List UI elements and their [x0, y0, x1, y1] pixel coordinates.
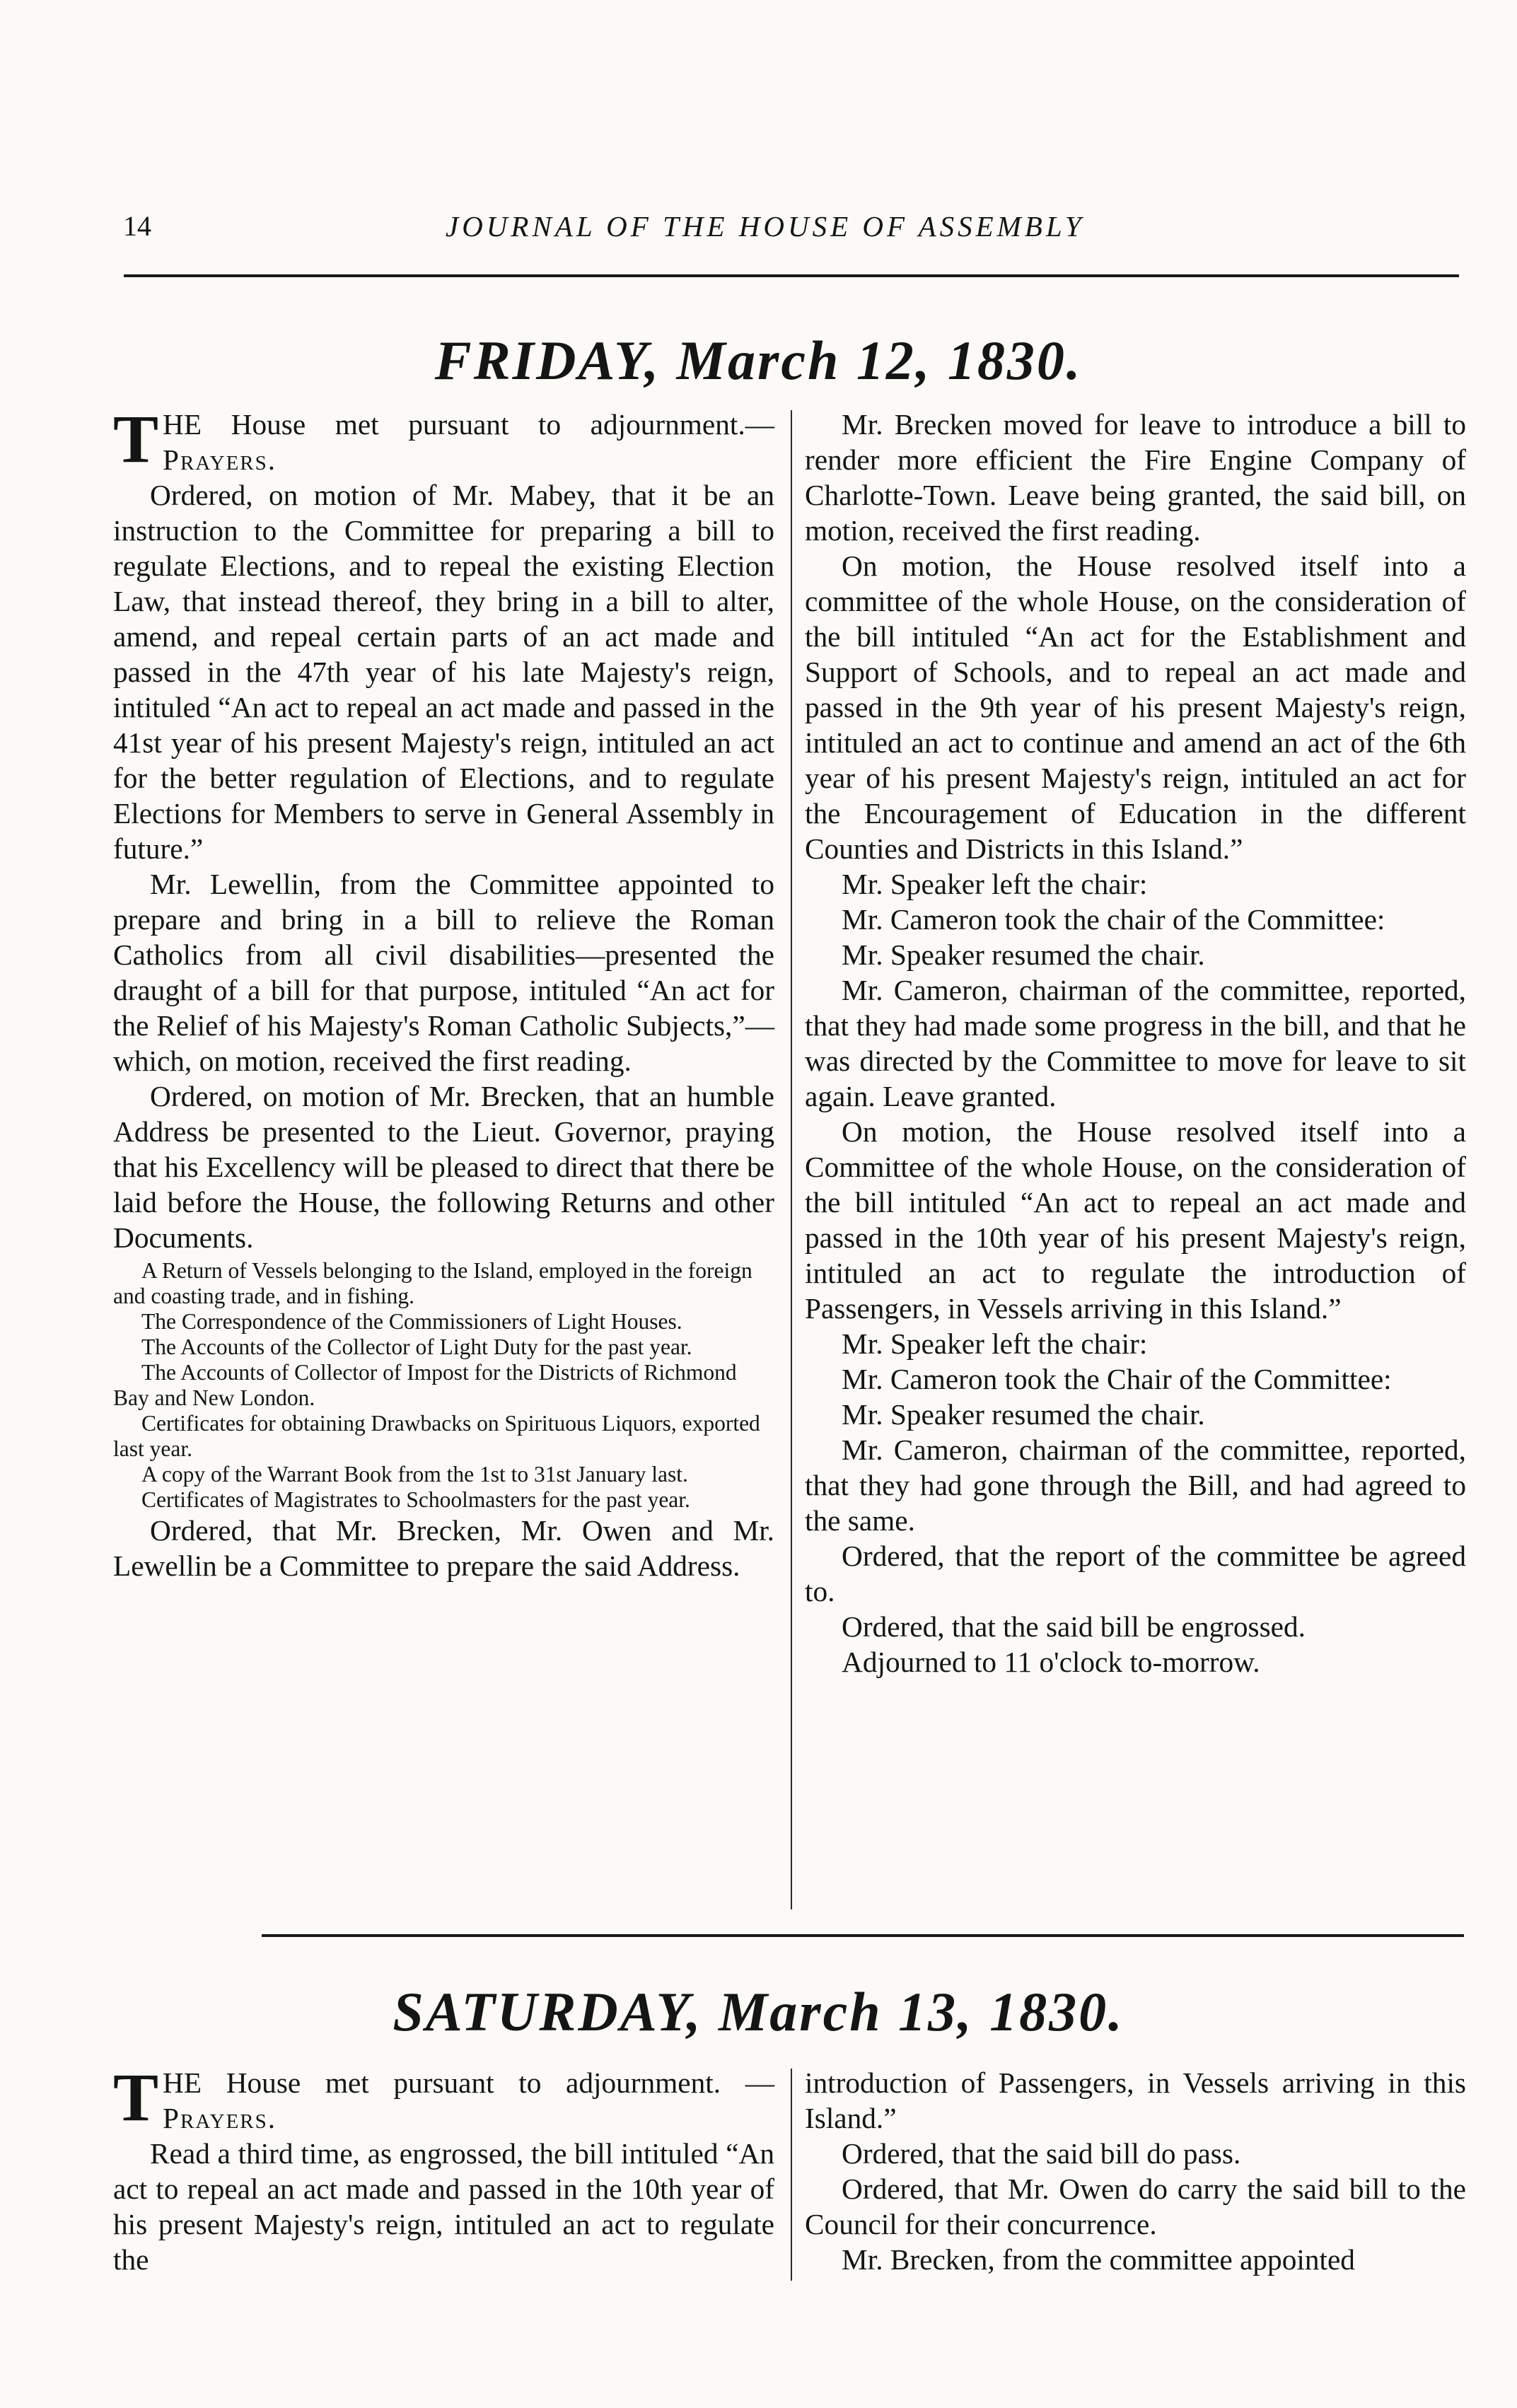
friday-left-column: [113, 401, 774, 1583]
drop-cap: T: [113, 401, 159, 477]
drop-cap: T: [113, 2059, 159, 2135]
friday-paragraph: Ordered, that the said bill be engrossed.: [842, 1610, 1306, 1643]
saturday-paragraph: Mr. Brecken, from the committee appointed: [842, 2243, 1355, 2276]
friday-paragraph: Mr. Lewellin, from the Committee appointed to prepare and bring in a bill to relieve the Roman Catholics from all civil disabilities—presented the draught of a bill for that purpose, intituled “An act for the Relief of his Majesty's Roman Catholic Subjects,”—which, on motion, received the first reading.: [113, 868, 774, 1077]
friday-paragraph: Ordered, that the report of the committee be agreed to.: [805, 1540, 1466, 1607]
returns-list-item: The Accounts of Collector of Impost for the Districts of Richmond Bay and New London.: [113, 1360, 737, 1410]
friday-paragraph: On motion, the House resolved itself into a committee of the whole House, on the consideration of the bill intituled “An act for the Establishment and Support of Schools, and to repeal an act made and passed in the 9th year of his present Majesty's reign, intituled an act to continue and amend an act of the 6th year of his present Majesty's reign, intituled an act for the Encouragement of Education in the different Counties and Districts in this Island.”: [805, 549, 1466, 865]
returns-list-item: A copy of the Warrant Book from the 1st to 31st January last.: [141, 1462, 688, 1487]
friday-paragraph: Mr. Brecken moved for leave to introduce a bill to render more efficient the Fire Engine Company of Charlotte-Town. Leave being granted, the said bill, on motion, received the first reading.: [805, 408, 1466, 547]
friday-paragraph: Adjourned to 11 o'clock to-morrow.: [842, 1646, 1260, 1678]
saturday-paragraph: Ordered, that the said bill do pass.: [842, 2137, 1241, 2170]
column-divider: [791, 410, 792, 1909]
section-rule: [262, 1934, 1464, 1937]
friday-paragraph: Ordered, that Mr. Brecken, Mr. Owen and Mr. Lewellin be a Committee to prepare the said Address.: [113, 1514, 774, 1582]
returns-list-item: Certificates for obtaining Drawbacks on Spirituous Liquors, exported last year.: [113, 1411, 760, 1461]
friday-paragraph: Mr. Speaker left the chair:: [842, 1327, 1148, 1360]
friday-opening: THE House met pursuant to adjournment.—Prayers.: [113, 401, 774, 477]
friday-title: FRIDAY, March 12, 1830.: [434, 330, 1083, 391]
page-number: 14: [123, 210, 151, 242]
friday-paragraph: Ordered, on motion of Mr. Brecken, that an humble Address be presented to the Lieut. Governor, praying that his Excellency will be pleased to direct that there be laid before the House, the following Returns and other Documents.: [113, 1080, 774, 1254]
saturday-paragraph: Read a third time, as engrossed, the bill intituled “An act to repeal an act made and passed in the 10th year of his present Majesty's reign, intituled an act to regulate the: [113, 2137, 774, 2276]
saturday-right-column: [805, 2065, 1466, 2277]
friday-paragraph: Mr. Cameron took the Chair of the Committee:: [842, 1363, 1392, 1395]
returns-list-item: Certificates of Magistrates to Schoolmasters for the past year.: [141, 1487, 690, 1512]
saturday-title: SATURDAY, March 13, 1830.: [393, 1981, 1124, 2042]
returns-list-item: A Return of Vessels belonging to the Island, employed in the foreign and coasting trade, and in fishing.: [113, 1258, 752, 1308]
friday-paragraph: Mr. Speaker resumed the chair.: [842, 938, 1205, 971]
header-rule: [124, 274, 1459, 277]
friday-paragraph: Mr. Speaker resumed the chair.: [842, 1398, 1205, 1431]
friday-paragraph: Mr. Cameron, chairman of the committee, reported, that they had made some progress in the bill, and that he was directed by the Committee to move for leave to sit again. Leave granted.: [805, 974, 1466, 1112]
saturday-left-column: [113, 2059, 774, 2277]
saturday-opening: THE House met pursuant to adjournment. —Prayers.: [113, 2059, 774, 2135]
friday-paragraph: Mr. Cameron took the chair of the Committee:: [842, 903, 1385, 936]
column-divider: [791, 2069, 792, 2281]
returns-list-item: The Accounts of the Collector of Light Duty for the past year.: [141, 1334, 692, 1359]
running-head-title: JOURNAL OF THE HOUSE OF ASSEMBLY: [446, 210, 1085, 243]
saturday-paragraph: introduction of Passengers, in Vessels arriving in this Island.”: [805, 2066, 1466, 2134]
friday-paragraph: On motion, the House resolved itself into a Committee of the whole House, on the consideration of the bill intituled “An act to repeal an act made and passed in the 10th year of his present Majesty's reign, intituled an act to regulate the introduction of Passengers, in Vessels arriving in this Island.”: [805, 1115, 1466, 1325]
returns-list-item: The Correspondence of the Commissioners of Light Houses.: [141, 1309, 682, 1334]
running-header: [106, 209, 1450, 252]
saturday-paragraph: Ordered, that Mr. Owen do carry the said bill to the Council for their concurrence.: [805, 2173, 1466, 2240]
friday-right-column: [805, 407, 1466, 1680]
friday-paragraph: Mr. Cameron, chairman of the committee, reported, that they had gone through the Bill, and had agreed to the same.: [805, 1433, 1466, 1537]
friday-paragraph: Mr. Speaker left the chair:: [842, 868, 1148, 900]
returns-list: [113, 1258, 774, 1513]
friday-paragraph: Ordered, on motion of Mr. Mabey, that it be an instruction to the Committee for preparing a bill to regulate Elections, and to repeal the existing Election Law, that instead thereof, they bring in a bill to alter, amend, and repeal certain parts of an act made and passed in the 47th year of his late Majesty's reign, intituled “An act to repeal an act made and passed in the 41st year of his present Majesty's reign, intituled an act for the better regulation of Elections, and to regulate Elections for Members to serve in General Assembly in future.”: [113, 479, 774, 865]
